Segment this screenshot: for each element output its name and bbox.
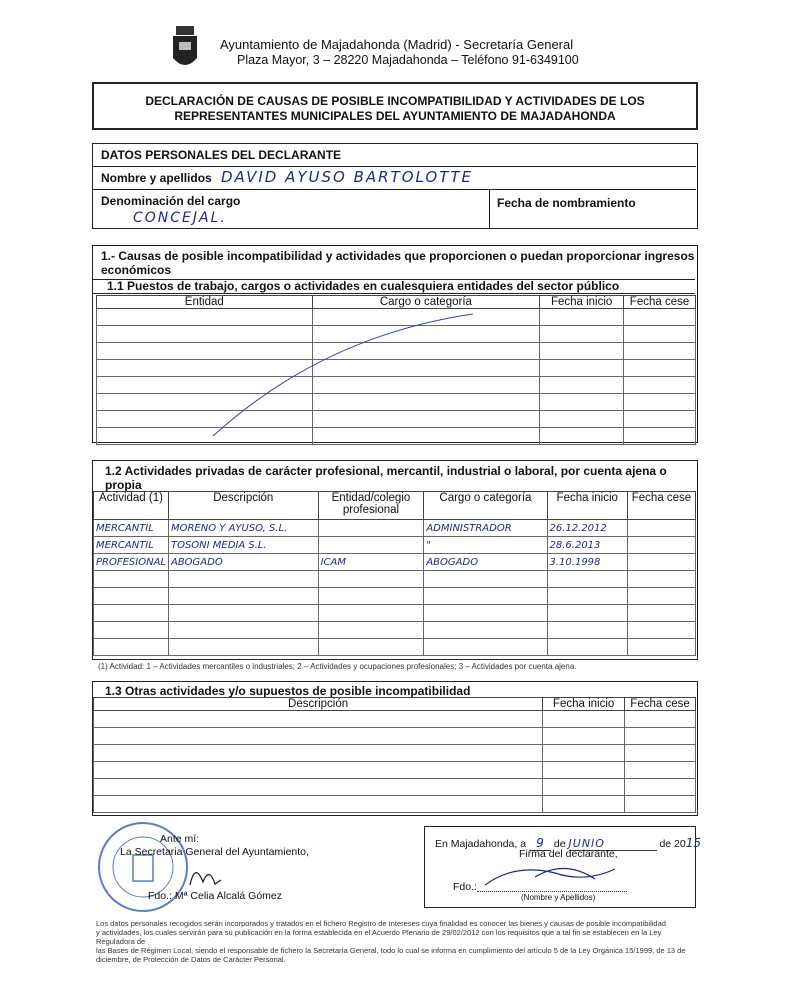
- col-cargo-categoria: Cargo o categoría: [424, 492, 547, 520]
- table-cell[interactable]: [627, 554, 695, 571]
- table-cell[interactable]: MORENO Y AYUSO, S.L.: [168, 520, 318, 537]
- table-cell[interactable]: [168, 622, 318, 639]
- section-1-2-title: [105, 464, 667, 492]
- table-cell[interactable]: [318, 622, 424, 639]
- title-line-1: DECLARACIÓN DE CAUSAS DE POSIBLE INCOMPATIBILIDAD Y ACTIVIDADES DE LOS: [145, 94, 645, 108]
- section-1-2-box: [92, 460, 698, 660]
- col-actividad: Actividad (1): [94, 492, 169, 520]
- table-cell[interactable]: ABOGADO: [168, 554, 318, 571]
- col-cargo: Cargo o categoría: [312, 296, 540, 309]
- table-cell[interactable]: [424, 588, 547, 605]
- section-1-title-line-2: económicos: [101, 263, 172, 277]
- fecha-nombramiento-label: Fecha de nombramiento: [497, 196, 636, 210]
- section-1-title-line-1: 1.- Causas de posible incompatibilidad y actividades que proporcionen o puedan proporcionar ingresos: [101, 249, 695, 263]
- place-label: En Majadahonda, a: [435, 838, 527, 850]
- table-cell[interactable]: 3.10.1998: [547, 554, 627, 571]
- document-title: [94, 94, 696, 124]
- table-cell[interactable]: [547, 622, 627, 639]
- table-cell[interactable]: [424, 639, 547, 656]
- table-cell[interactable]: [627, 622, 695, 639]
- table-row[interactable]: [94, 762, 696, 779]
- activity-note: (1) Actividad: 1 – Actividades mercantiles o industriales; 2 – Actividades y ocupaciones profesionales; 3 – Actividades por cuenta ajena.: [98, 662, 577, 671]
- table-cell[interactable]: 26.12.2012: [547, 520, 627, 537]
- table-row[interactable]: [94, 728, 696, 745]
- table-cell[interactable]: [94, 622, 169, 639]
- secretary-name: Fdo.: Mª Celia Alcalá Gómez: [148, 890, 283, 902]
- table-row[interactable]: [94, 779, 696, 796]
- coat-of-arms-icon: [170, 26, 200, 74]
- table-cell[interactable]: [547, 605, 627, 622]
- table-cell[interactable]: [627, 520, 695, 537]
- name-label: Nombre y apellidos: [101, 171, 212, 185]
- table-row[interactable]: [94, 639, 696, 656]
- table-1-2: [93, 491, 696, 656]
- table-cell[interactable]: [318, 571, 424, 588]
- table-cell[interactable]: PROFESIONAL: [94, 554, 169, 571]
- section-1-3-box: [92, 681, 698, 816]
- col-entidad: Entidad: [97, 296, 313, 309]
- table-cell[interactable]: ABOGADO: [424, 554, 547, 571]
- legal-footer: [96, 919, 696, 964]
- table-cell[interactable]: 28.6.2013: [547, 537, 627, 554]
- table-cell[interactable]: [318, 639, 424, 656]
- table-cell[interactable]: [318, 605, 424, 622]
- col-fecha-cese: Fecha cese: [624, 296, 696, 309]
- table-1-3-header: [94, 698, 696, 711]
- secretary-signature: [185, 860, 225, 890]
- table-cell[interactable]: [627, 588, 695, 605]
- table-cell[interactable]: TOSONI MEDIA S.L.: [168, 537, 318, 554]
- table-cell[interactable]: [547, 588, 627, 605]
- table-cell[interactable]: [168, 588, 318, 605]
- table-cell[interactable]: [547, 571, 627, 588]
- table-cell[interactable]: [627, 537, 695, 554]
- table-cell[interactable]: [168, 605, 318, 622]
- col-fecha-cese: Fecha cese: [627, 492, 695, 520]
- col-fecha-inicio: Fecha inicio: [540, 296, 624, 309]
- footer-line-2: y actividades, los cuales servirán para su publicación en la forma establecida en el Acuerdo Plenario de 29/02/2012 con los requisitos que a tal fin se establecen en la Ley Reguladora de: [96, 928, 662, 946]
- table-1-2-header: [94, 492, 696, 520]
- table-row[interactable]: [94, 745, 696, 762]
- table-cell[interactable]: [168, 639, 318, 656]
- table-row[interactable]: [94, 554, 696, 571]
- table-cell[interactable]: [627, 571, 695, 588]
- declarant-signature: [475, 855, 625, 895]
- table-cell[interactable]: [547, 639, 627, 656]
- title-box: [92, 82, 698, 130]
- col-fecha-cese: Fecha cese: [625, 698, 696, 711]
- strike-through-line: [93, 246, 699, 444]
- table-cell[interactable]: [318, 537, 424, 554]
- table-cell[interactable]: ADMINISTRADOR: [424, 520, 547, 537]
- day-value[interactable]: 9: [529, 836, 551, 851]
- table-cell[interactable]: [318, 520, 424, 537]
- de-label-1: de: [553, 838, 566, 850]
- section-1-1-title: 1.1 Puestos de trabajo, cargos o actividades en cualesquiera entidades del sector público: [93, 279, 695, 294]
- section-1-2-title-line-2: propia: [105, 478, 142, 492]
- secretaria-label: La Secretaria General del Ayuntamiento,: [120, 846, 309, 858]
- table-cell[interactable]: ICAM: [318, 554, 424, 571]
- section-1-2-title-line-1: 1.2 Actividades privadas de carácter profesional, mercantil, industrial o laboral, por cuenta ajena o: [105, 464, 667, 478]
- table-cell[interactable]: [424, 571, 547, 588]
- col-descripcion: Descripción: [94, 698, 543, 711]
- table-row[interactable]: [94, 796, 696, 813]
- table-row[interactable]: [94, 537, 696, 554]
- table-cell[interactable]: [627, 605, 695, 622]
- table-row[interactable]: [94, 711, 696, 728]
- table-cell[interactable]: MERCANTIL: [94, 520, 169, 537]
- title-line-2: REPRESENTANTES MUNICIPALES DEL AYUNTAMIENTO DE MAJADAHONDA: [174, 109, 616, 123]
- footer-line-1: Los datos personales recogidos serán incorporados y tratados en el fichero Registro de Intereses cuya finalidad es conocer las bienes y causas de posible incompatibilidad: [96, 919, 666, 928]
- cargo-value[interactable]: CONCEJAL.: [133, 210, 227, 226]
- table-cell[interactable]: ": [424, 537, 547, 554]
- footer-line-3: las Bases de Régimen Local, siendo el responsable de fichero la Secretaría General, todo lo cual se informa en cumplimiento del artículo 5 de la Ley Orgánica 15/1999, de 13 de: [96, 946, 686, 955]
- header-line-2: Plaza Mayor, 3 – 28220 Majadahonda – Teléfono 91-6349100: [237, 53, 579, 67]
- nombre-label: (Nombre y Apellidos): [521, 893, 596, 902]
- col-fecha-inicio: Fecha inicio: [547, 492, 627, 520]
- cargo-label: Denominación del cargo: [101, 194, 241, 208]
- declarant-signature-box: [424, 826, 702, 908]
- table-cell[interactable]: [424, 605, 547, 622]
- personal-data-box: [92, 143, 698, 229]
- table-cell[interactable]: [94, 588, 169, 605]
- table-cell[interactable]: [94, 605, 169, 622]
- table-row[interactable]: [94, 571, 696, 588]
- table-cell[interactable]: [94, 639, 169, 656]
- fdo-label: Fdo.:: [453, 881, 477, 893]
- table-cell[interactable]: [94, 571, 169, 588]
- col-descripcion: Descripción: [168, 492, 318, 520]
- header-line-1: Ayuntamiento de Majadahonda (Madrid) - Secretaría General: [220, 37, 574, 52]
- personal-section-label: DATOS PERSONALES DEL DECLARANTE: [101, 148, 342, 162]
- table-cell[interactable]: [424, 622, 547, 639]
- footer-line-4: diciembre, de Protección de Datos de Carácter Personal.: [96, 955, 286, 964]
- month-value[interactable]: JUNIO: [569, 837, 657, 851]
- year-value[interactable]: 15: [685, 836, 702, 850]
- ante-mi: Ante mí:: [160, 833, 200, 845]
- col-fecha-inicio: Fecha inicio: [543, 698, 625, 711]
- firma-label: Firma del declarante,: [519, 848, 618, 860]
- table-row[interactable]: [94, 605, 696, 622]
- table-cell[interactable]: MERCANTIL: [94, 537, 169, 554]
- table-row[interactable]: [94, 588, 696, 605]
- col-entidad-colegio: Entidad/colegio profesional: [318, 492, 424, 520]
- table-cell[interactable]: [318, 588, 424, 605]
- section-1-3-title: 1.3 Otras actividades y/o supuestos de posible incompatibilidad: [105, 684, 471, 698]
- table-1-3: [93, 697, 696, 813]
- section-1-box: [92, 245, 698, 443]
- name-value[interactable]: DAVID AYUSO BARTOLOTTE: [221, 168, 474, 186]
- table-cell[interactable]: [627, 639, 695, 656]
- table-row[interactable]: [94, 622, 696, 639]
- de-label-2: de 20: [659, 838, 686, 850]
- table-row[interactable]: [94, 520, 696, 537]
- table-cell[interactable]: [168, 571, 318, 588]
